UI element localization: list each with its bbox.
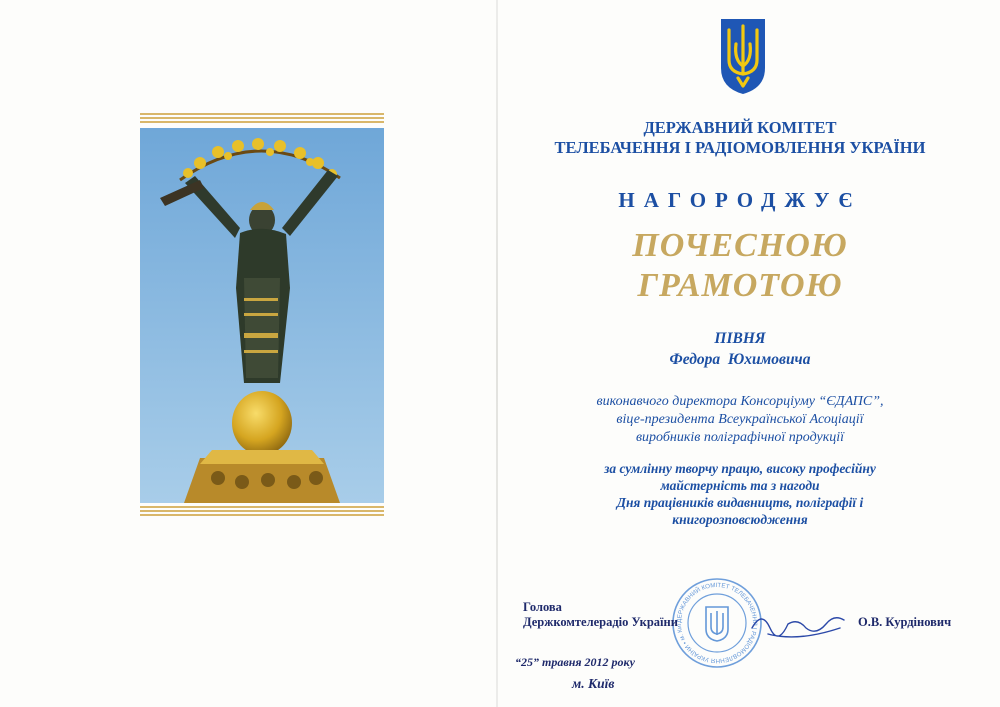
- award-title-line-2: ГРАМОТОЮ: [637, 267, 843, 304]
- signatory-title: [523, 600, 678, 630]
- recipient-given-names: Федора Юхимовича: [669, 351, 811, 368]
- position-line-3: виробників поліграфічної продукції: [635, 430, 845, 445]
- coat-of-arms-trident-icon: [718, 16, 768, 96]
- recipient-surname: ПІВНЯ: [714, 330, 766, 347]
- page-fold: [496, 0, 498, 707]
- award-title-line-1: ПОЧЕСНОЮ: [632, 227, 848, 264]
- recipient-name: [500, 328, 980, 370]
- bottom-gold-stripes: [140, 506, 384, 518]
- award-verb: НАГОРОДЖУЄ: [618, 188, 862, 212]
- award-reason: [500, 460, 980, 528]
- reason-line-2: майстерність та з нагоди: [660, 478, 820, 493]
- signatory-title-line-2: Держкомтелерадіо України: [523, 615, 678, 629]
- signatory-name: О.В. Курдінович: [858, 615, 952, 629]
- recipient-position: [500, 393, 980, 447]
- reason-line-4: книгорозповсюдження: [672, 512, 808, 527]
- independence-monument-photo: [140, 128, 384, 503]
- reason-line-3: Дня працівників видавництв, поліграфії і: [616, 495, 864, 510]
- stamp-ring-text: ДЕРЖАВНИЙ КОМІТЕТ ТЕЛЕБАЧЕННЯ І РАДІОМОВЛЕННЯ УКРАЇНИ • м. Киї: [675, 581, 759, 665]
- issue-city: м. Київ: [572, 676, 615, 691]
- top-gold-stripes: [140, 113, 384, 125]
- award-title: [500, 226, 980, 306]
- signatory-title-line-1: Голова: [523, 600, 562, 614]
- position-line-2: віце-президента Всеукраїнської Асоціації: [616, 412, 864, 427]
- issue-date: “25” травня 2012 року: [515, 655, 635, 669]
- reason-line-1: за сумлінну творчу працю, високу професійну: [604, 461, 876, 476]
- handwritten-signature: [748, 598, 848, 648]
- committee-line-2: ТЕЛЕБАЧЕННЯ І РАДІОМОВЛЕННЯ УКРАЇНИ: [554, 138, 926, 157]
- committee-line-1: ДЕРЖАВНИЙ КОМІТЕТ: [643, 118, 837, 137]
- issuing-committee: [500, 118, 980, 158]
- position-line-1: виконавчого директора Консорціуму “ЄДАПС”,: [596, 394, 884, 409]
